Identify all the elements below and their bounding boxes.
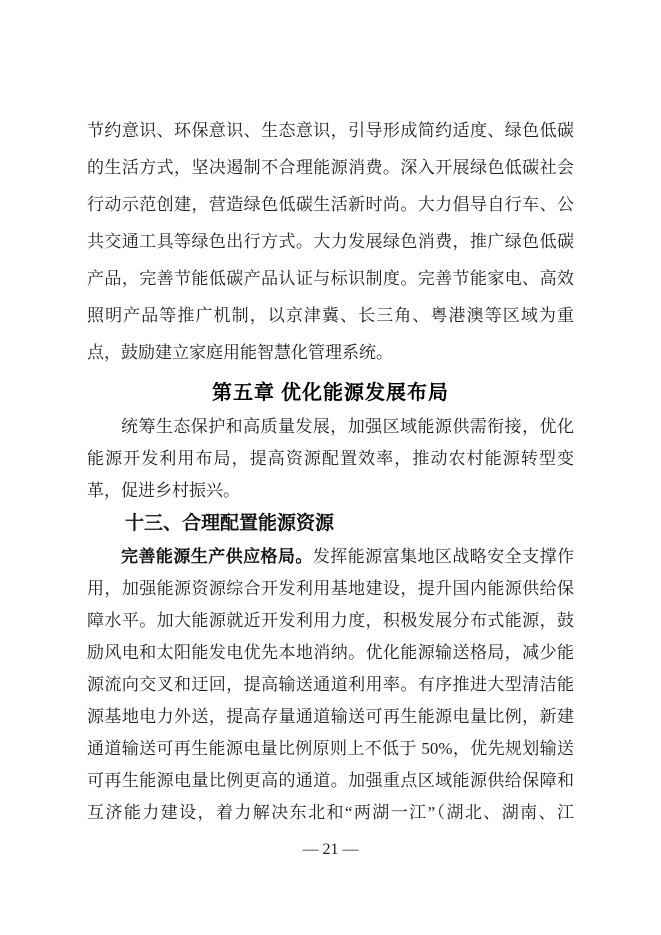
text-line: 照明产品等推广机制，以京津冀、长三角、粤港澳等区域为重 [87,306,574,325]
text-line: 的生活方式，坚决遏制不合理能源消费。深入开展绿色低碳社会 [87,158,574,177]
text-line: 用，加强能源资源综合开发利用基地建设，提升国内能源供给保 [87,579,574,598]
text-line: 可再生能源电量比例更高的通道。加强重点区域能源供给保障和 [87,771,574,790]
text-line: 行动示范创建，营造绿色低碳生活新时尚。大力倡导自行车、公 [87,195,574,214]
text-line: 能源开发利用布局，提高资源配置效率，推动农村能源转型变 [87,449,574,468]
text-line: 互济能力建设，着力解决东北和“两湖一江”（湖北、湖南、江 [87,803,574,822]
section-heading: 十三、合理配置能源资源 [125,513,335,534]
text-line: 共交通工具等绿色出行方式。大力发展绿色消费，推广绿色低碳 [87,232,574,251]
text-line: 通道输送可再生能源电量比例原则上不低于 50%，优先规划输送 [87,739,574,758]
paragraph-carryover [87,112,574,371]
paragraph-chapter-intro [87,411,574,507]
text-line: 节约意识、环保意识、生态意识，引导形成简约适度、绿色低碳 [87,121,574,140]
text-line: 统筹生态保护和高质量发展，加强区域能源供需衔接，优化 [121,417,574,436]
text-line: 励风电和太阳能发电优先本地消纳。优化能源输送格局，减少能 [87,643,574,662]
text-line: 完善能源生产供应格局。发挥能源富集地区战略安全支撑作 [121,547,575,566]
chapter-heading: 第五章 优化能源发展布局 [212,382,449,404]
text-line: 障水平。加大能源就近开发利用力度，积极发展分布式能源，鼓 [87,611,574,630]
page-number: — 21 — [302,841,359,858]
text-line: 源流向交叉和迂回，提高输送通道利用率。有序推进大型清洁能 [87,675,574,694]
text-line: 产品，完善节能低碳产品认证与标识制度。完善节能家电、高效 [87,269,574,288]
text-line: 源基地电力外送，提高存量通道输送可再生能源电量比例，新建 [87,707,574,726]
bold-lead-in: 完善能源生产供应格局。 [121,547,313,566]
text-line: 点，鼓励建立家庭用能智慧化管理系统。 [87,343,393,362]
text-line: 革，促进乡村振兴。 [87,481,240,500]
paragraph-section-13 [87,541,574,829]
